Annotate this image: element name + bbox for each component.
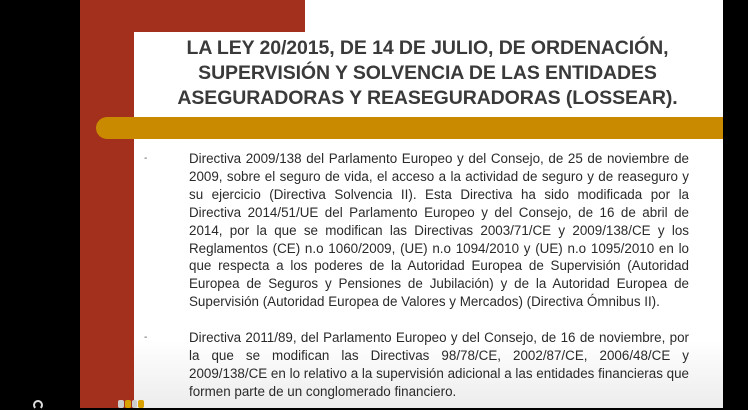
prev-slide-icon[interactable] (118, 400, 124, 408)
list-item-text: Directiva 2011/89, del Parlamento Europeo y del Consejo, de 16 de noviembre, por la que se modifican las Directivas 98/78/CE, 2002/87/CE, 2006/48/CE y 2009/138/CE en lo relativo a la supervisión adicional a las entidades financieras que formen parte de un conglomerado financiero. (189, 330, 689, 399)
list-item (144, 329, 689, 401)
loading-spinner-icon (33, 400, 43, 410)
letterbox-left (0, 0, 80, 408)
slide-background (305, 0, 723, 32)
letterbox-right (723, 0, 748, 408)
next-slide-icon[interactable] (138, 400, 144, 408)
pen-icon[interactable] (132, 400, 138, 408)
slide-menu-icon[interactable] (125, 400, 131, 408)
presentation-slide (80, 0, 723, 408)
list-item-text: Directiva 2009/138 del Parlamento Europeo y del Consejo, de 25 de noviembre de 2009, sobre el seguro de vida, el acceso a la actividad de seguro y de reaseguro y su ejercicio (Directiva Solvencia II). Esta Directiva ha sido modificada por la Directiva 2014/51/UE del Parlamento Europeo y del Consejo, de 16 de abril de 2014, por la que se modifican las Directivas 2003/71/CE y 2009/138/CE y los Reglamentos (CE) n.o 1060/2009, (UE) n.o 1094/2010 y (UE) n.o 1095/2010 en lo que respecta a los poderes de la Autoridad Europea de Supervisión (Autoridad Europea de Seguros y Pensiones de Jubilación) y de la Autoridad Europea de Supervisión (Autoridad Europea de Valores y Mercados) (Directiva Ómnibus II). (189, 151, 689, 310)
slide-nav-icons[interactable] (118, 400, 144, 408)
red-top-band (80, 0, 305, 32)
bullet-dash-icon: - (144, 153, 148, 164)
list-item (144, 150, 689, 311)
red-side-band (80, 0, 134, 408)
slide-title: LA LEY 20/2015, DE 14 DE JULIO, DE ORDENACIÓN, SUPERVISIÓN Y SOLVENCIA DE LAS ENTIDADES ASEGURADORAS Y REASEGURADORAS (LOSSEAR). (177, 37, 678, 109)
bullet-dash-icon: - (144, 332, 148, 344)
gold-divider-bar (96, 117, 723, 139)
slide-body (144, 150, 689, 408)
